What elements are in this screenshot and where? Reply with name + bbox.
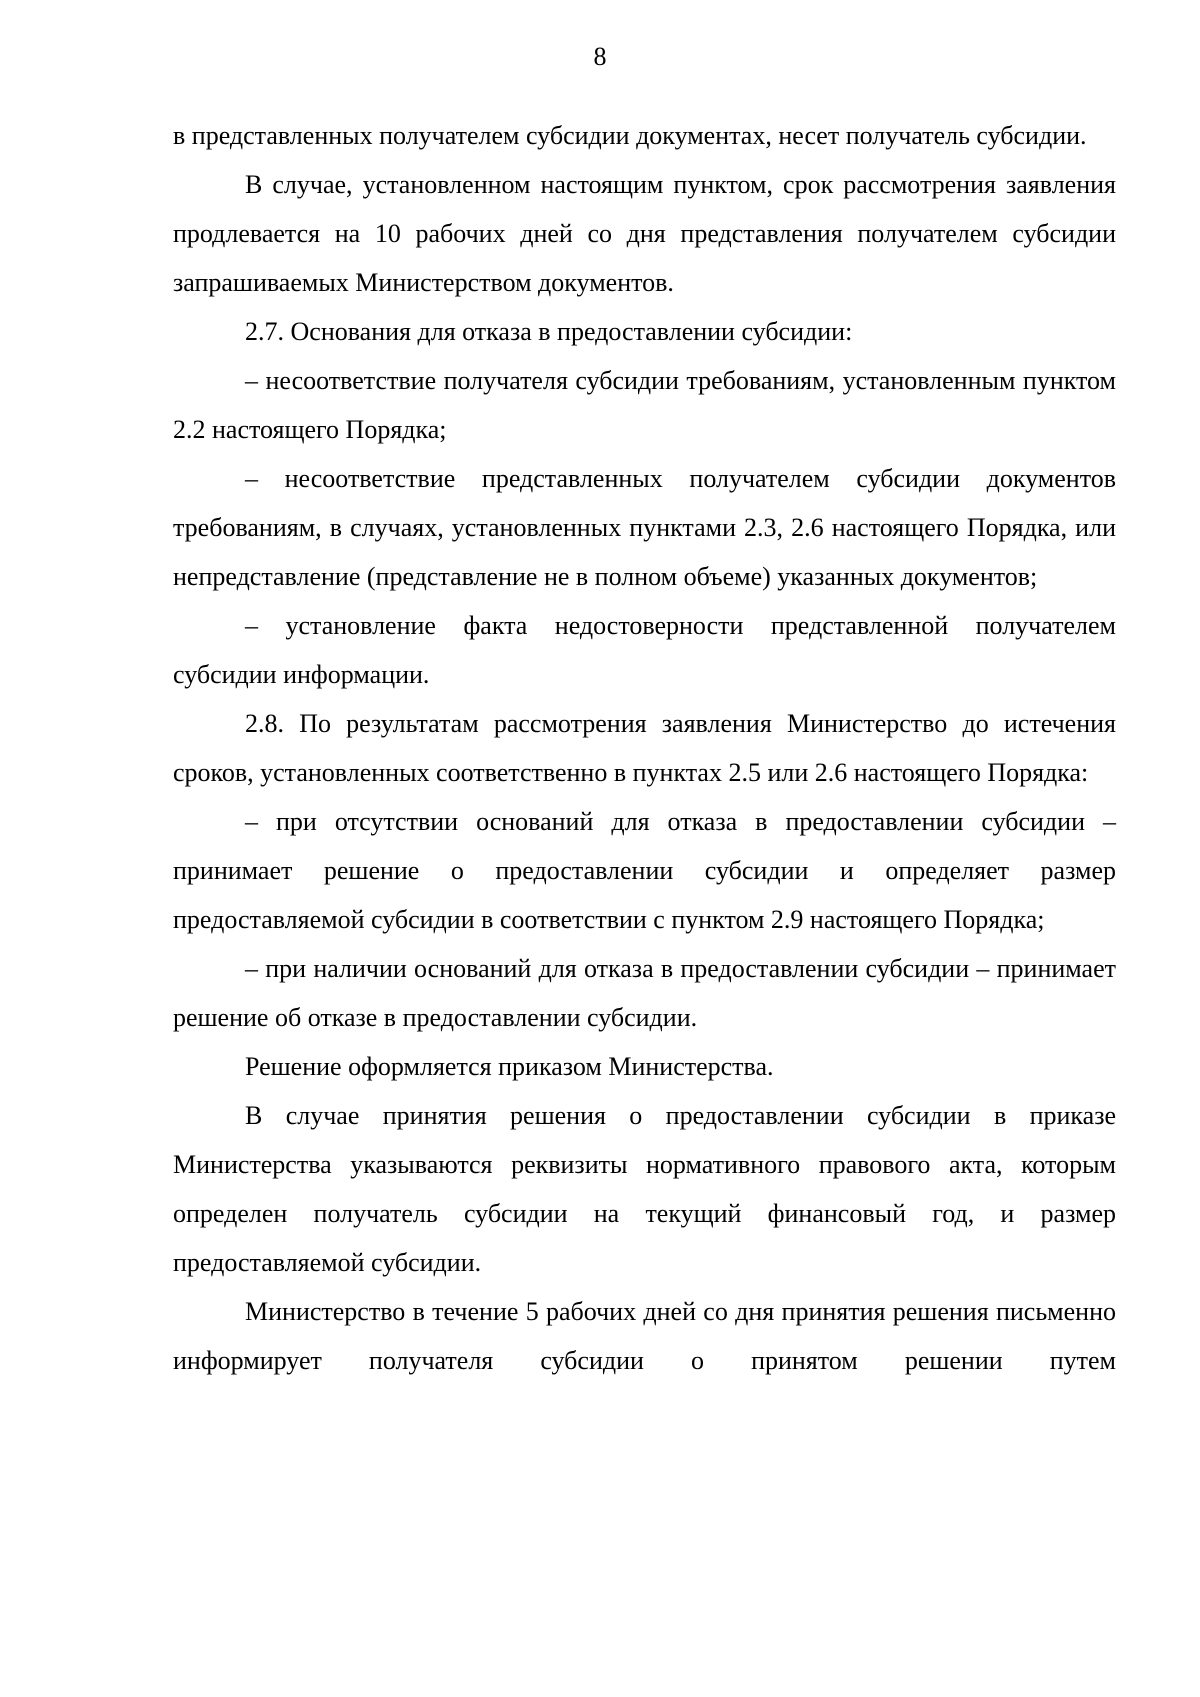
list-item-unreliable-information: – установление факта недостоверности представленной получателем субсидии информации. xyxy=(173,611,1116,689)
paragraph-refusal-grounds-heading: 2.7. Основания для отказа в предоставлении субсидии: xyxy=(245,317,853,346)
page-number: 8 xyxy=(593,42,607,71)
paragraph-order-details: В случае принятия решения о предоставлении субсидии в приказе Министерства указываются реквизиты нормативного правового акта, которым определен получатель субсидии на текущий финансовый год, и размер предоставляемой субсидии. xyxy=(173,1101,1116,1277)
paragraph-notification: Министерство в течение 5 рабочих дней со дня принятия решения письменно информирует получателя субсидии о принятом решении путем xyxy=(173,1297,1116,1375)
paragraph-review-results: 2.8. По результатам рассмотрения заявления Министерство до истечения сроков, установленных соответственно в пунктах 2.5 или 2.6 настоящего Порядка: xyxy=(173,709,1116,787)
list-item-noncompliance-documents: – несоответствие представленных получателем субсидии документов требованиям, в случаях, установленных пунктами 2.3, 2.6 настоящего Порядка, или непредставление (представление не в полном объеме) указанных документов; xyxy=(173,464,1116,591)
paragraph-extension-term: В случае, установленном настоящим пунктом, срок рассмотрения заявления продлевается на 10 рабочих дней со дня представления получателем субсидии запрашиваемых Министерством документов. xyxy=(173,170,1116,297)
document-body xyxy=(173,111,1116,1385)
list-item-grant-decision: – при отсутствии оснований для отказа в предоставлении субсидии – принимает решение о предоставлении субсидии и определяет размер предоставляемой субсидии в соответствии с пунктом 2.9 настоящего Порядка; xyxy=(173,807,1116,934)
paragraph-continuation: в представленных получателем субсидии документах, несет получатель субсидии. xyxy=(173,121,1087,150)
list-item-noncompliance-recipient: – несоответствие получателя субсидии требованиям, установленным пунктом 2.2 настоящего Порядка; xyxy=(173,366,1116,444)
paragraph-decision-order: Решение оформляется приказом Министерства. xyxy=(245,1052,774,1081)
list-item-refusal-decision: – при наличии оснований для отказа в предоставлении субсидии – принимает решение об отказе в предоставлении субсидии. xyxy=(173,954,1116,1032)
